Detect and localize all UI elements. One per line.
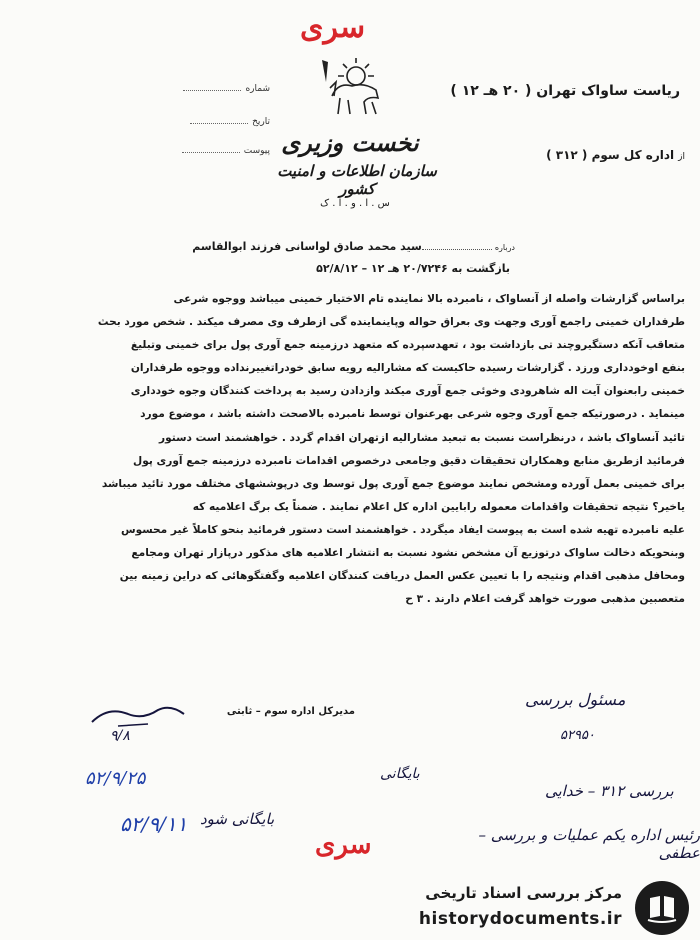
subject-label: درباره: [494, 243, 515, 252]
signature-scribble-icon: [88, 700, 188, 730]
handwritten-note-4: رئیس اداره یکم عملیات و بررسی – عطفی: [478, 826, 700, 862]
body-line: مینماید . درصورتیکه جمع آوری وجوه شرعی بهرعنوان توسط نامبرده بالاصحت داشته باشد ، موضوع مورد: [140, 408, 685, 421]
handwritten-note-1: مسئول بررسی: [525, 690, 626, 709]
sender-label: از: [678, 152, 685, 162]
archive-name: مرکز بررسی اسناد تاریخی: [425, 884, 622, 902]
meta-date-label: تاریخ: [252, 117, 270, 127]
body-line: برای خمینی بعمل آورده ومشخص نمایند موضوع جمع آوری پول توسط وی درپوششهای مختلف مورد تائید میباشد: [101, 477, 685, 490]
meta-attachment-label: پیوست: [243, 146, 270, 156]
sender-text: اداره کل سوم ( ۳۱۲ ): [546, 148, 675, 162]
reference: بازگشت به ۲۰/۷۲۴۶ هـ ۱۲ – ۵۲/۸/۱۲: [316, 262, 510, 275]
body-line: تائید آنساواک باشد ، درنظراست نسبت به تبعید مشارالیه ازتهران اقدام گردد . خواهشمند است دستور: [159, 431, 685, 444]
letter-body: [60, 288, 685, 611]
body-line: فرمائید ازطریق منابع وهمکاران تحقیقات دقیق وجامعی درخصوص اقدامات نامبرده درزمینه جمع آوری پول: [133, 454, 685, 467]
body-line: بنفع اوخودداری ورزد . گزارشات رسیده حاکیست که مشارالیه رویه سابق خودراتغییرنداده ووجوه طرفداران: [130, 362, 685, 375]
subject-text: سید محمد صادق لواسانی فرزند ابوالقاسم: [192, 240, 422, 253]
meta-number-label: شماره: [245, 84, 270, 94]
body-line: متعصبین مذهبی صورت خواهد گرفت اعلام دارند . ۳ ح: [405, 593, 685, 606]
organization-name: سازمان اطلاعات و امنیت کشور: [277, 162, 437, 198]
meta-number-line: [183, 90, 241, 91]
handwritten-note-3: بررسی ۳۱۲ – خدایی: [545, 782, 674, 800]
body-line: یاخیر؟ نتیجه تحقیقات واقدامات معموله رابایین اداره کل اعلام نمایند . ضمناً یک برگ اعلامیه که: [192, 500, 685, 513]
secret-stamp-top: سری: [300, 10, 366, 45]
secret-stamp-bottom: سری: [315, 830, 372, 860]
government-title: نخست وزیری: [281, 128, 419, 157]
lion-and-sun-emblem-icon: [318, 52, 390, 124]
meta-number: [170, 84, 270, 94]
body-line: متعاقب آنکه دستگیروچند تی بازداشت بود ، تعهدسپرده که متعهد درزمینه جمع آوری پول برای خمینی وتبلیغ: [130, 339, 685, 352]
meta-date-line: [190, 123, 248, 124]
archive-watermark: [330, 878, 700, 940]
body-line: وبنحویکه دخالت ساواک درتوزیع آن مشخص نشود نسبت به انتشار اعلامیه های مذکور درپازار تهران ومجامع: [131, 547, 685, 560]
handwritten-note-low: بایگانی شود: [200, 810, 275, 828]
blue-handwritten-note-2: ۵۲/۹/۱۱: [120, 812, 188, 836]
recipient: ریاست ساواک تهران ( ۲۰ هـ ۱۲ ): [450, 83, 680, 99]
archive-logo-icon: [634, 880, 690, 936]
meta-date: [170, 117, 270, 127]
body-line: ومحافل مذهبی اقدام ونتیجه را با تعیین عکس العمل دریافت کنندگان اعلامیه وگفتگوهائی که دراین زمینه بین: [119, 570, 685, 583]
sender: [440, 148, 685, 162]
blue-handwritten-note-1: ۵۲/۹/۲۵: [85, 768, 146, 789]
body-line: خمینی رابعنوان آیت اله شاهرودی وخوئی جمع آوری میکند وازدادن رسید به پرداخت کنندگان وجوه خودداری: [130, 385, 685, 398]
handwritten-note-2: ۵۲۹۵۰: [560, 728, 595, 743]
archive-url: historydocuments.ir: [418, 909, 622, 929]
body-line: علیه نامبرده تهیه شده است به پیوست ایفاد میگردد . خواهشمند است دستور فرمائید بنحو کاملاً غیر محسوس: [120, 523, 685, 536]
subject-dots: [422, 249, 492, 250]
handwritten-date-left: ۹/۸: [110, 728, 130, 744]
handwritten-note-mid: بایگانی: [380, 766, 420, 782]
meta-attachment: [170, 146, 270, 156]
meta-attachment-line: [182, 152, 240, 153]
body-line: براساس گزارشات واصله از آنساواک ، نامبرده بالا نماینده تام الاختیار خمینی میباشد ووجوه شرعی: [173, 293, 685, 305]
subject: [190, 240, 515, 253]
body-line: طرفداران خمینی راجمع آوری وجهت وی بعراق حواله وپاینماینده گی ازطرف وی مصرف میکند . شخص مورد بحث: [97, 316, 685, 329]
signer: مدیرکل اداره سوم – ثابتی: [226, 706, 355, 717]
organization-code: س . ا . و . ا . ک: [320, 198, 390, 209]
